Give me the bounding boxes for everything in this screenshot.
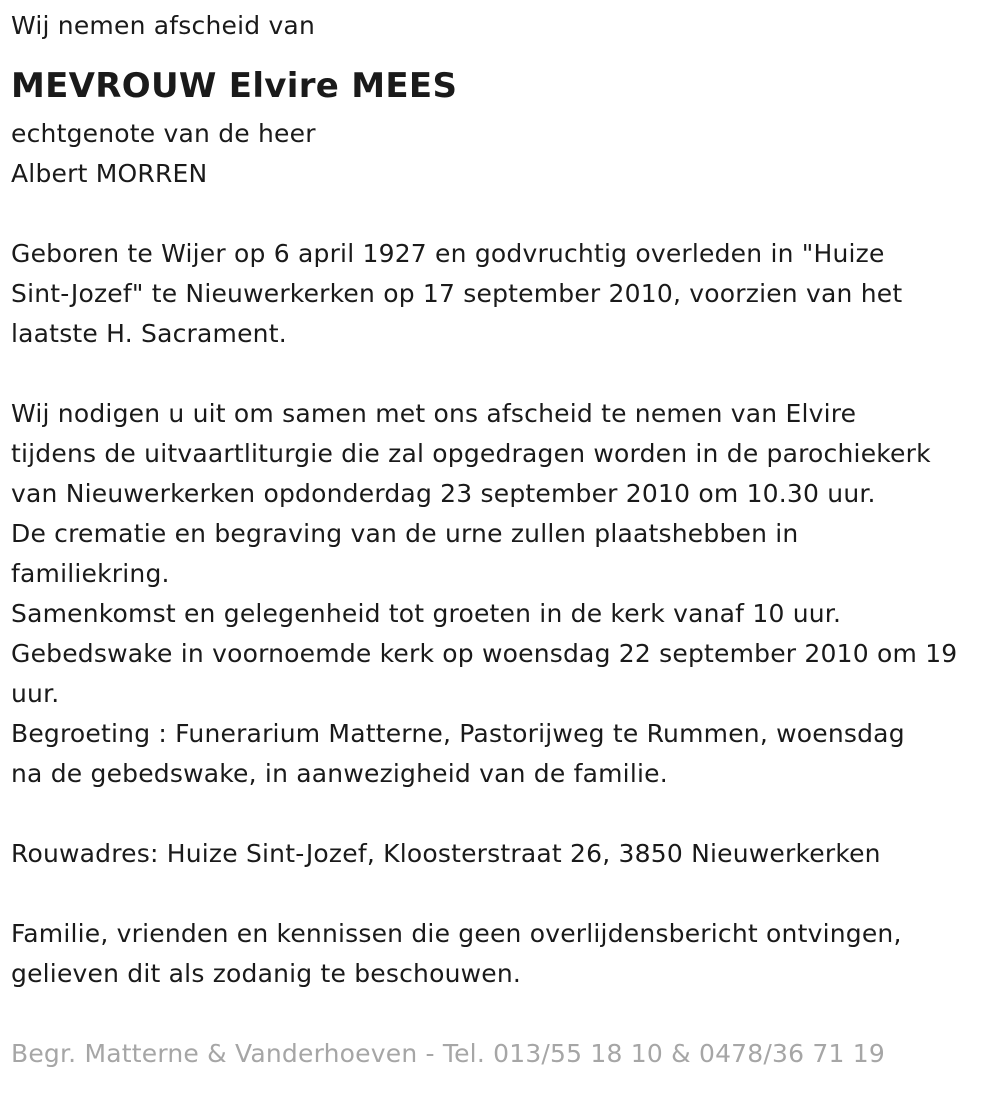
paragraph-line: laatste H. Sacrament. [11,319,287,348]
paragraph-line: Gebedswake in voornoemde kerk op woensdag 22 september 2010 om 19 [11,639,958,668]
death-notice [11,6,996,1074]
paragraph-line: Geboren te Wijer op 6 april 1927 en godvruchtig overleden in "Huize [11,239,885,268]
spouse-line: Albert MORREN [11,159,208,188]
paragraph-line: familiekring. [11,559,170,588]
paragraph-line: De crematie en begraving van de urne zullen plaatshebben in [11,519,799,548]
spouse-line: echtgenote van de heer [11,119,316,148]
mourning-address: Rouwadres: Huize Sint-Jozef, Kloosterstraat 26, 3850 Nieuwerkerken [11,839,881,868]
intro-text: Wij nemen afscheid van [11,11,315,40]
spouse-block [11,114,996,194]
closing-paragraph [11,914,996,994]
funeral-director-footer: Begr. Matterne & Vanderhoeven - Tel. 013/55 18 10 & 0478/36 71 19 [11,1039,885,1068]
spacer [11,874,996,914]
paragraph-line: Familie, vrienden en kennissen die geen overlijdensbericht ontvingen, [11,919,902,948]
birth-death-paragraph [11,234,996,354]
paragraph-line: Begroeting : Funerarium Matterne, Pastorijweg te Rummen, woensdag [11,719,905,748]
paragraph-line: uur. [11,679,60,708]
spacer [11,354,996,394]
paragraph-line: van Nieuwerkerken opdonderdag 23 september 2010 om 10.30 uur. [11,479,876,508]
paragraph-line: Wij nodigen u uit om samen met ons afscheid te nemen van Elvire [11,399,857,428]
ceremony-paragraph [11,394,996,794]
spacer [11,194,996,234]
spacer [11,994,996,1034]
paragraph-line: Sint-Jozef" te Nieuwerkerken op 17 september 2010, voorzien van het [11,279,903,308]
paragraph-line: na de gebedswake, in aanwezigheid van de familie. [11,759,668,788]
paragraph-line: tijdens de uitvaartliturgie die zal opgedragen worden in de parochiekerk [11,439,931,468]
paragraph-line: Samenkomst en gelegenheid tot groeten in de kerk vanaf 10 uur. [11,599,842,628]
spacer [11,794,996,834]
paragraph-line: gelieven dit als zodanig te beschouwen. [11,959,522,988]
deceased-name-heading: MEVROUW Elvire MEES [11,66,458,106]
